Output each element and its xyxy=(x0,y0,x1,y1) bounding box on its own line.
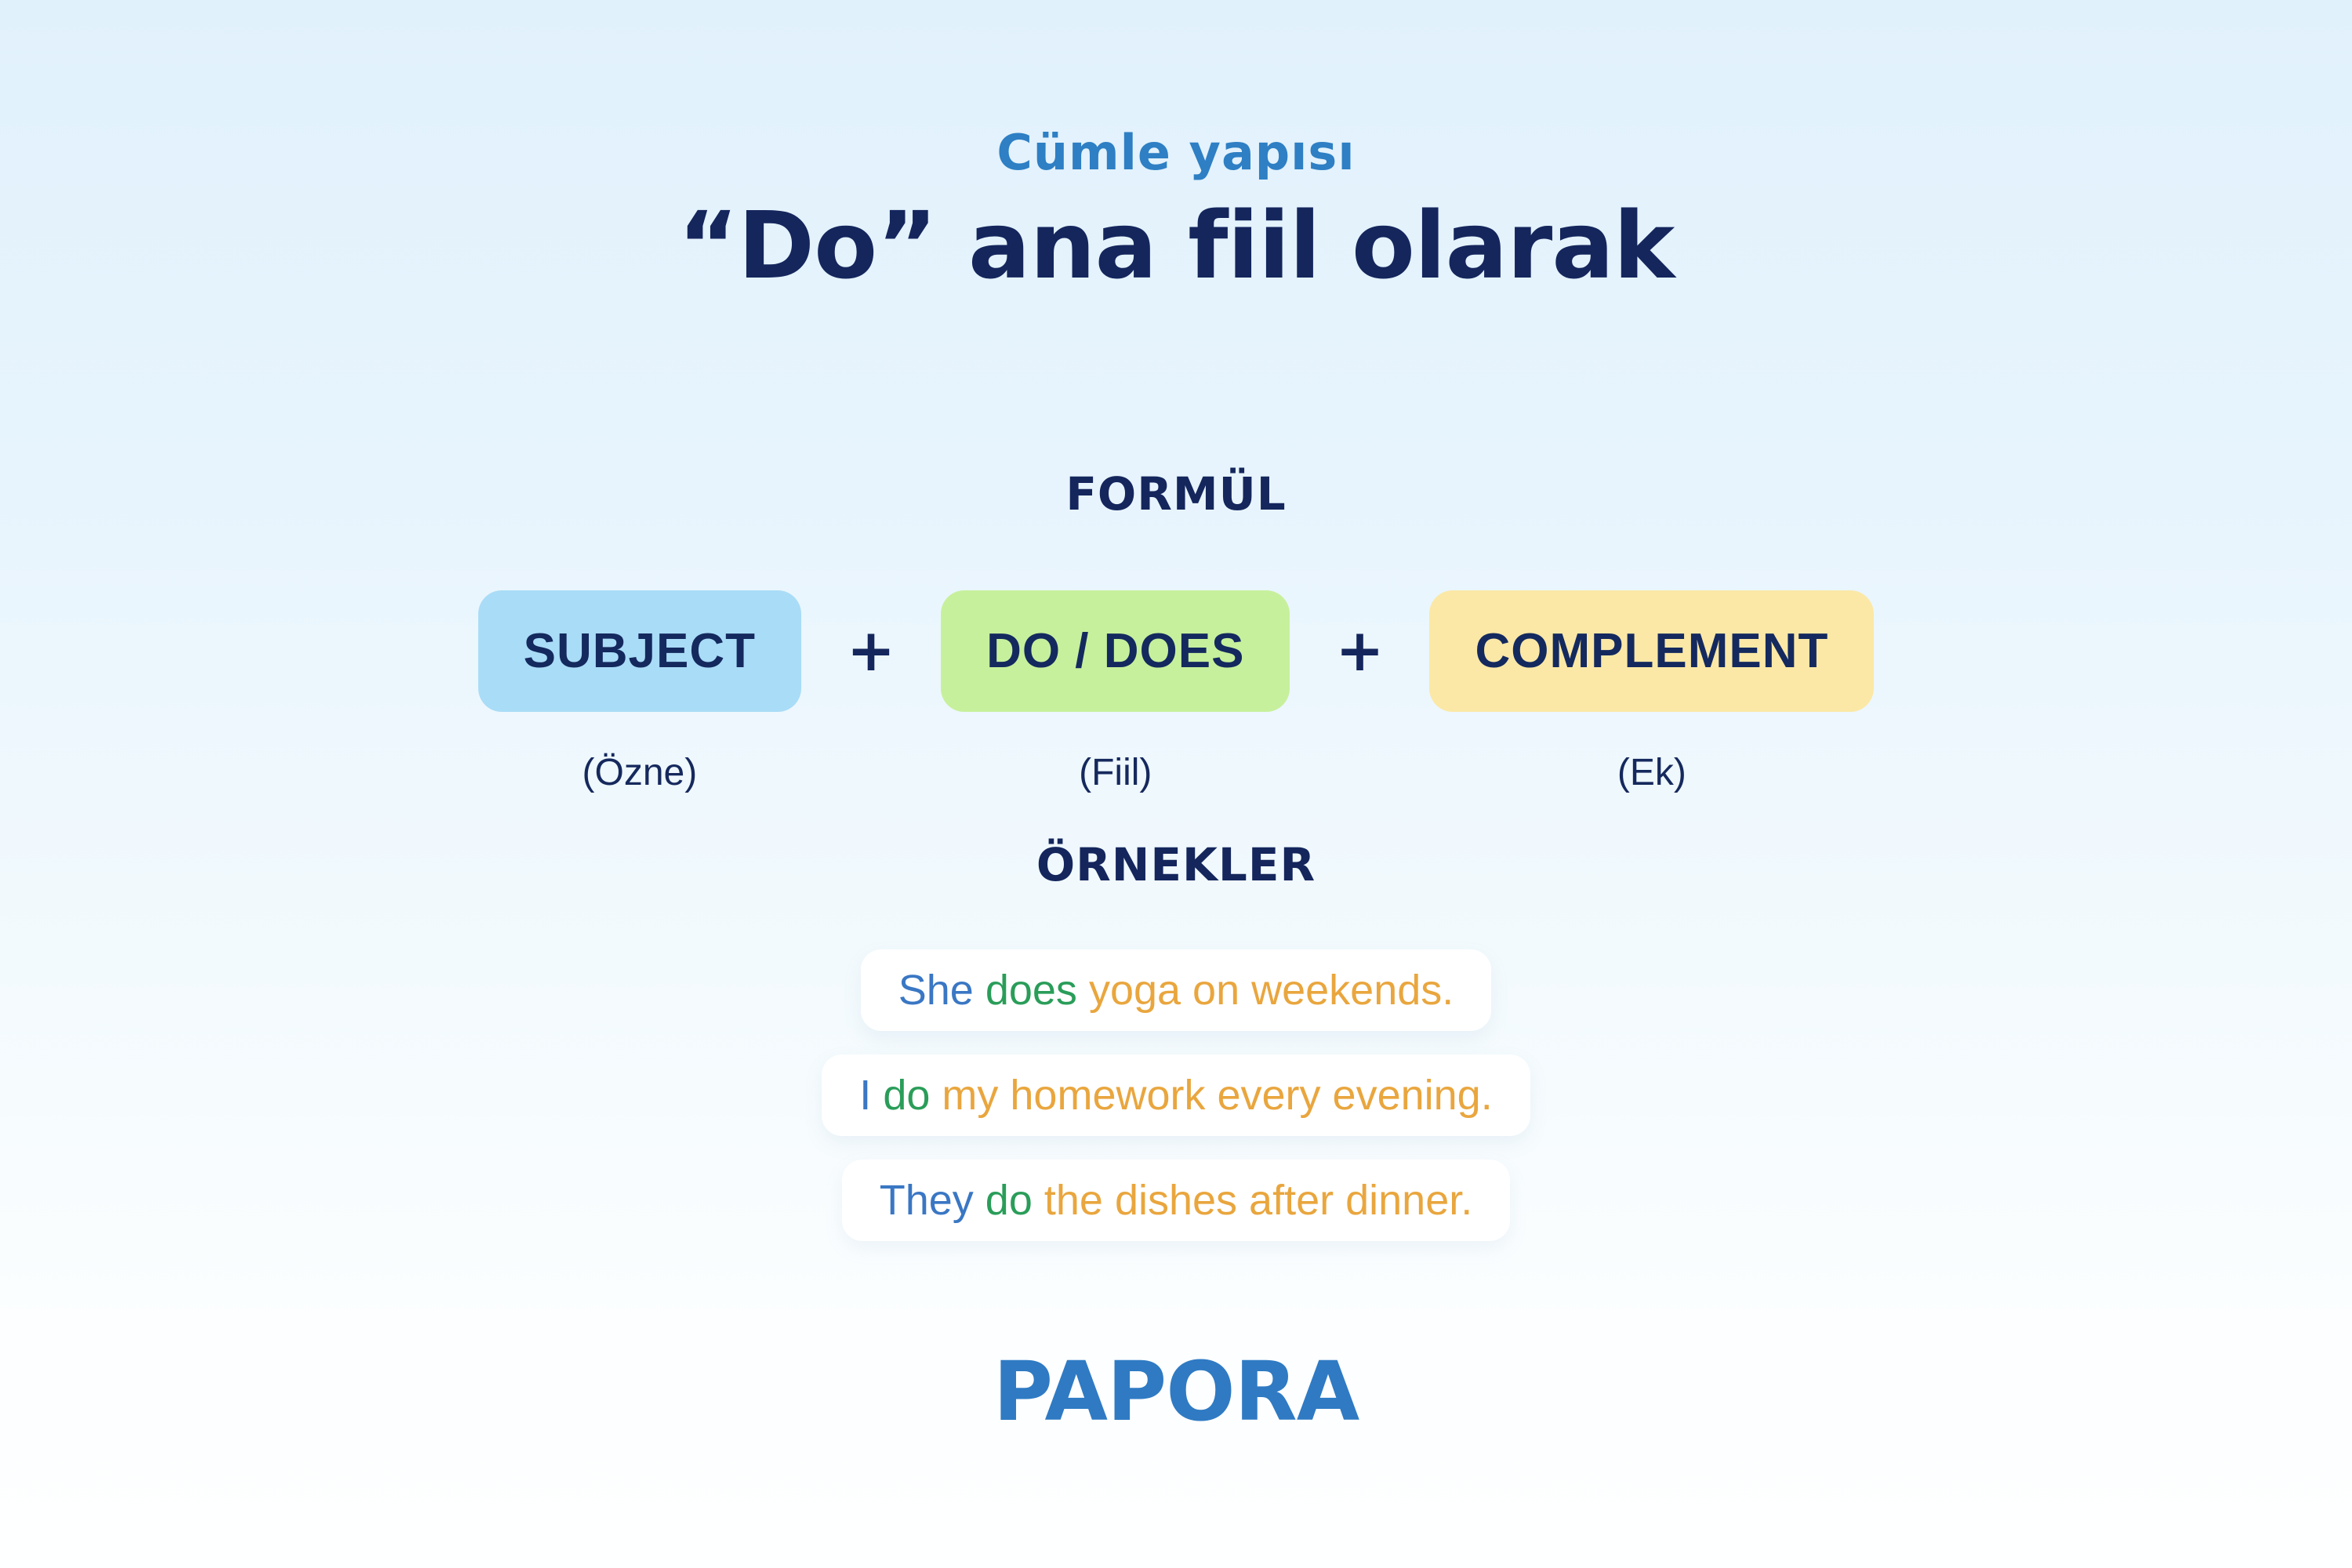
plus-sign: + xyxy=(847,617,896,684)
sentence-verb-word: does xyxy=(985,967,1077,1014)
complement-box: COMPLEMENT xyxy=(1429,590,1874,712)
sentence-complement-words: the dishes after dinner. xyxy=(1044,1177,1473,1224)
sentence-complement-words: yoga on weekends. xyxy=(1088,967,1454,1014)
formula-section-heading: FORMÜL xyxy=(1065,467,1287,521)
sentence-complement-words: my homework every evening. xyxy=(942,1072,1493,1119)
lesson-category-label: Cümle yapısı xyxy=(996,124,1356,181)
example-sentence xyxy=(822,1054,1530,1136)
complement-translation-label: (Ek) xyxy=(1617,752,1686,793)
subject-translation-label: (Özne) xyxy=(582,752,698,793)
formula-part-subject xyxy=(478,590,801,797)
sentence-subject-word: She xyxy=(898,967,974,1014)
formula-part-verb xyxy=(941,590,1290,797)
formula-row xyxy=(478,590,1875,797)
sentence-subject-word: I xyxy=(859,1072,872,1119)
page-title: “Do” ana fiil olarak xyxy=(677,191,1675,299)
sentence-verb-word: do xyxy=(985,1177,1033,1224)
subject-box: SUBJECT xyxy=(478,590,801,712)
sentence-verb-word: do xyxy=(883,1072,931,1119)
example-sentence xyxy=(861,949,1492,1031)
do-does-box: DO / DOES xyxy=(941,590,1290,712)
example-sentence-list xyxy=(822,949,1530,1241)
example-sentence xyxy=(842,1160,1511,1241)
examples-section-heading: ÖRNEKLER xyxy=(1036,838,1316,891)
plus-sign: + xyxy=(1335,617,1385,684)
papora-logo: PAPORA xyxy=(993,1344,1359,1439)
verb-translation-label: (Fiil) xyxy=(1079,752,1152,793)
formula-part-complement xyxy=(1429,590,1874,797)
sentence-subject-word: They xyxy=(879,1177,974,1224)
